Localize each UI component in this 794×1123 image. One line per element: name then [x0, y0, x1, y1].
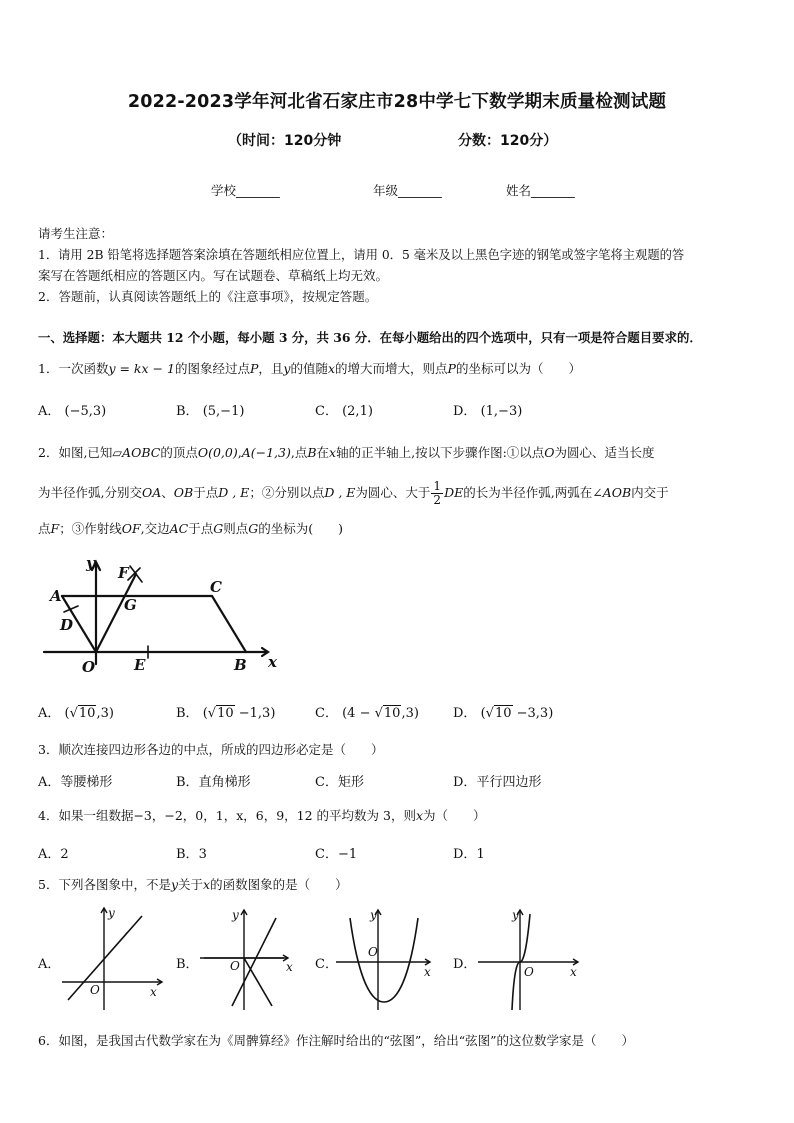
fraction-one-half: $\frac{1}{2}$: [433, 479, 442, 507]
q5-option-d[interactable]: D．: [453, 957, 477, 972]
svg-text:O: O: [230, 959, 240, 973]
label-y: y: [86, 554, 95, 572]
svg-text:y: y: [512, 908, 519, 922]
q1-option-b[interactable]: B． (5,−1): [176, 404, 245, 419]
question-4-stem: 4．如果一组数据−3，−2，0，1，x，6，9，12 的平均数为 3，则x为（ ）: [38, 808, 486, 823]
label-b: B: [234, 656, 247, 674]
graph-a-line: [68, 916, 142, 1000]
svg-text:x: x: [570, 965, 577, 979]
q5-option-a[interactable]: A．: [38, 957, 61, 972]
segment-cb: [212, 596, 246, 652]
label-a: A: [50, 587, 62, 605]
label-e: E: [134, 656, 146, 674]
q2-parallelogram-figure: [40, 552, 280, 678]
svg-text:y: y: [108, 906, 115, 920]
svg-text:y: y: [370, 908, 377, 922]
q4-option-d[interactable]: D．1: [453, 847, 485, 862]
svg-text:y: y: [232, 908, 239, 922]
label-c: C: [210, 578, 222, 596]
q3-option-d[interactable]: D．平行四边形: [453, 775, 542, 790]
exam-time: （时间：120分钟: [228, 133, 342, 149]
section-1-heading: 一、选择题：本大题共 12 个小题，每小题 3 分，共 36 分．在每小题给出的四个选项中，只有一项是符合题目要求的．: [38, 330, 702, 345]
q5-graph-c: [332, 906, 442, 1012]
q1-option-c[interactable]: C． (2,1): [315, 404, 373, 419]
notice-heading: 请考生注意：: [38, 226, 114, 241]
q4-option-a[interactable]: A．2: [38, 847, 69, 862]
exam-score: 分数：120分）: [458, 133, 558, 149]
notice-item-1-line-2: 案写在答题纸相应的答题区内。写在试题卷、草稿纸上均无效。: [38, 268, 389, 283]
svg-text:x: x: [424, 965, 431, 979]
graph-c-parabola: [350, 918, 418, 1002]
q2-option-a[interactable]: A． (√10,3): [38, 706, 114, 721]
q4-option-b[interactable]: B．3: [176, 847, 207, 862]
question-3-stem: 3．顺次连接四边形各边的中点，所成的四边形必定是（ ）: [38, 742, 384, 757]
q2-option-d[interactable]: D． (√10 −3,3): [453, 706, 554, 721]
exam-title: 2022-2023学年河北省石家庄市28中学七下数学期末质量检测试题: [127, 92, 667, 112]
grade-field: 年级_______: [373, 183, 442, 198]
q1-option-a[interactable]: A． (−5,3): [38, 404, 107, 419]
question-2-line-2: 为半径作弧,分别交OA、OB于点D , E；②分别以点D , E为圆心、大于 $\frac{1}{2}$ DE的长为半径作弧,两弧在∠AOB内交于: [38, 479, 669, 507]
svg-text:O: O: [90, 983, 100, 997]
q2-option-b[interactable]: B． (√10 −1,3): [176, 706, 276, 721]
q3-option-c[interactable]: C．矩形: [315, 775, 364, 790]
question-2-line-3: 点F；③作射线OF,交边AC于点G则点G的坐标为( ): [38, 521, 344, 536]
q4-option-c[interactable]: C．−1: [315, 847, 358, 862]
svg-text:x: x: [150, 985, 157, 999]
svg-text:O: O: [368, 945, 378, 959]
question-6-stem: 6．如图，是我国古代数学家在为《周髀算经》作注解时给出的“弦图”，给出“弦图”的这位数学家是（ ）: [38, 1033, 635, 1048]
name-field: 姓名_______: [506, 183, 575, 198]
svg-text:x: x: [286, 960, 293, 974]
notice-item-2: 2．答题前，认真阅读答题纸上的《注意事项》，按规定答题。: [38, 289, 378, 304]
question-5-stem: 5．下列各图象中，不是y关于x的函数图象的是（ ）: [38, 877, 348, 892]
q3-option-b[interactable]: B．直角梯形: [176, 775, 251, 790]
label-g: G: [124, 596, 137, 614]
svg-text:O: O: [524, 965, 534, 979]
q5-graph-d: [474, 906, 584, 1012]
question-1-stem: 1．一次函数y = kx − 1的图象经过点P，且y的值随x的增大而增大，则点P的坐标可以为（ ）: [38, 361, 581, 376]
q3-option-a[interactable]: A．等腰梯形: [38, 775, 113, 790]
q1-formula: y = kx − 1: [108, 361, 175, 376]
question-2-line-1: 2．如图,已知▱AOBC的顶点O(0,0),A(−1,3),点B在x轴的正半轴上,按以下步骤作图:①以点O为圆心、适当长度: [38, 445, 655, 460]
q5-graph-a: [58, 906, 168, 1012]
notice-item-1-line-1: 1．请用 2B 铅笔将选择题答案涂填在答题纸相应位置上，请用 0．5 毫米及以上黑色字迹的钢笔或签字笔将主观题的答: [38, 248, 685, 262]
q5-graph-b: [196, 906, 306, 1012]
q5-option-c[interactable]: C．: [315, 957, 338, 972]
q2-option-c[interactable]: C． (4 − √10,3): [315, 706, 419, 721]
label-d: D: [60, 616, 74, 634]
label-f: F: [118, 564, 129, 582]
label-x: x: [268, 653, 277, 671]
q1-option-d[interactable]: D． (1,−3): [453, 404, 523, 419]
school-field: 学校_______: [211, 183, 280, 198]
label-o: O: [82, 658, 96, 676]
q5-option-b[interactable]: B．: [176, 957, 199, 972]
